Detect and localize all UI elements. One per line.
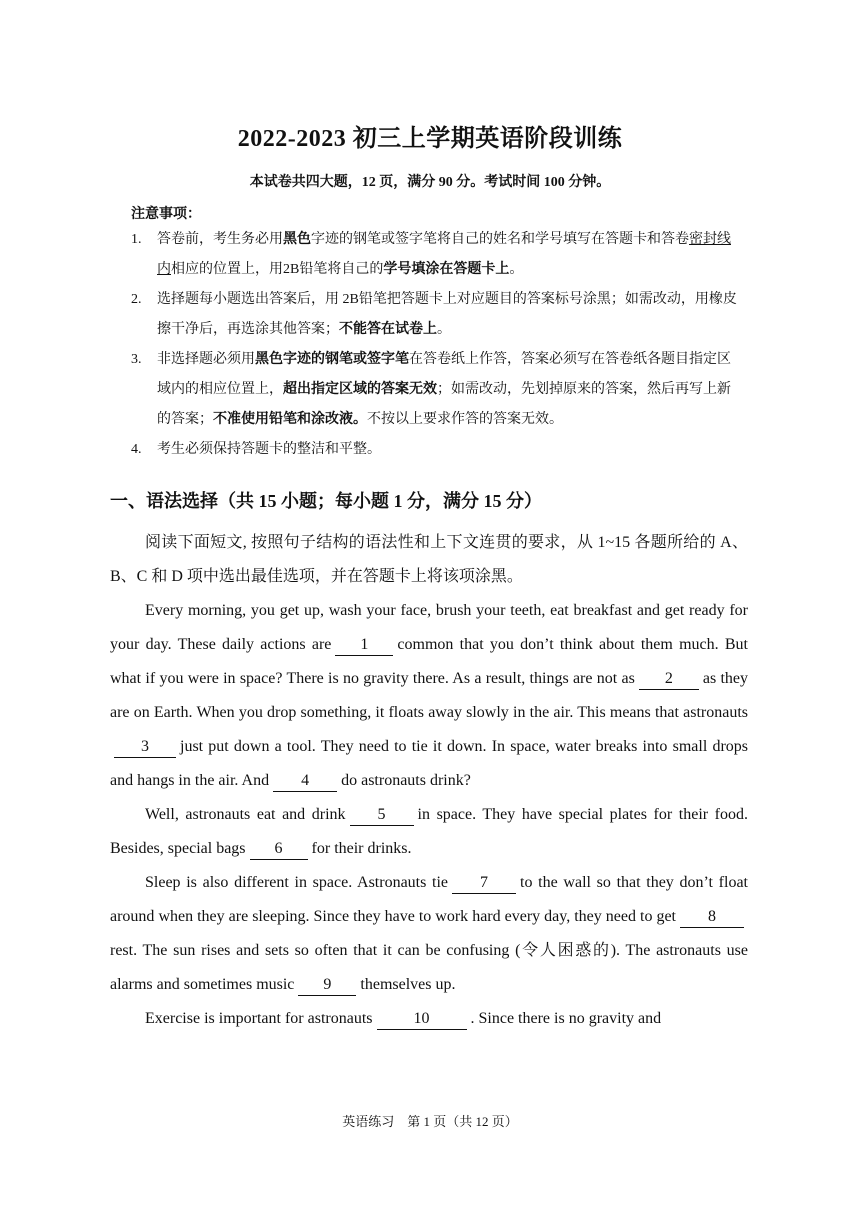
note-emphasis: 超出指定区域的答案无效 xyxy=(283,382,437,397)
note-text: 非选择题必须用 xyxy=(157,352,255,367)
passage-paragraph xyxy=(110,594,748,798)
note-text: 字迹的钢笔或签字笔将自己的姓名和学号填写在答题卡和答卷 xyxy=(311,232,689,247)
note-number: 2. xyxy=(131,292,142,307)
answer-blank: 5 xyxy=(350,805,414,826)
passage-paragraph xyxy=(110,798,748,866)
note-number: 1. xyxy=(131,232,142,247)
answer-blank: 10 xyxy=(377,1009,467,1030)
passage-text: themselves up. xyxy=(360,976,456,993)
passage-text: . Since there is no gravity and xyxy=(470,1010,662,1027)
instructions: 阅读下面短文, 按照句子结构的语法性和上下文连贯的要求，从 1~15 各题所给的 A、B、C 和 D 项中选出最佳选项，并在答题卡上将该项涂黑。 xyxy=(110,534,748,585)
passage-text: Every morning, you get up, wash your face, brush your teeth, eat breakfast and get ready for your day. These daily actions are xyxy=(110,602,748,653)
passage-text: common that you don’t think about them much. But what if you were in space? There is no gravity there. As a result, things are not as xyxy=(110,636,749,687)
answer-blank: 7 xyxy=(452,873,516,894)
note-item xyxy=(131,285,741,345)
note-item xyxy=(131,225,741,285)
passage-text: in space. They have special plates for their food. Besides, special bags xyxy=(110,806,749,857)
notes-list xyxy=(131,225,741,465)
notes-heading: 注意事项： xyxy=(131,207,201,222)
passage-text: rest. The sun rises and sets so often that it can be confusing (令人困惑的). The astronauts use alarms and sometimes music xyxy=(110,942,748,993)
exam-subtitle: 本试卷共四大题，12 页，满分 90 分。考试时间 100 分钟。 xyxy=(249,175,611,190)
note-number: 3. xyxy=(131,352,142,367)
answer-blank: 9 xyxy=(298,975,356,996)
note-text: 。 xyxy=(509,262,524,277)
passage-text: do astronauts drink? xyxy=(341,772,471,789)
note-emphasis: 不能答在试卷上 xyxy=(339,322,437,337)
passage-text: Sleep is also different in space. Astronauts tie xyxy=(145,874,449,891)
note-text: 不按以上要求作答的答案无效。 xyxy=(367,412,563,427)
exam-title: 2022-2023 初三上学期英语阶段训练 xyxy=(237,126,623,152)
note-underline: 密封线内 xyxy=(157,232,731,277)
passage-text: as they are on Earth. When you drop something, it floats away slowly in the air. This means that astronauts xyxy=(110,670,749,721)
passage-paragraph xyxy=(110,1002,748,1036)
note-number: 4. xyxy=(131,442,142,457)
passage-text: for their drinks. xyxy=(311,840,412,857)
note-emphasis: 不准使用铅笔和涂改液。 xyxy=(213,412,367,427)
answer-blank: 6 xyxy=(250,839,308,860)
note-item xyxy=(131,345,741,435)
note-text: 相应的位置上，用2B铅笔将自己的 xyxy=(171,262,384,277)
note-emphasis: 学号填涂在答题卡上 xyxy=(383,262,510,277)
note-emphasis: 黑色 xyxy=(283,232,311,247)
section-title: 一、语法选择（共 15 小题；每小题 1 分，满分 15 分） xyxy=(110,491,542,511)
passage-body xyxy=(110,526,748,1036)
note-text: ；如需改动，先划掉原来的答案，然后再写上新的答案； xyxy=(157,382,731,427)
note-emphasis: 黑色字迹的钢笔或签字笔 xyxy=(255,352,409,367)
note-text: 选择题每小题选出答案后，用 2B铅笔把答题卡上对应题目的答案标号涂黑；如需改动，用橡皮擦干净后，再选涂其他答案； xyxy=(157,292,737,337)
answer-blank: 2 xyxy=(639,669,699,690)
passage-text: Well, astronauts eat and drink xyxy=(145,806,346,823)
note-text: 考生必须保持答题卡的整洁和平整。 xyxy=(157,442,381,457)
answer-blank: 3 xyxy=(114,737,176,758)
passage-text: Exercise is important for astronauts xyxy=(145,1010,373,1027)
note-text: 。 xyxy=(437,322,451,337)
answer-blank: 1 xyxy=(335,635,393,656)
answer-blank: 4 xyxy=(273,771,337,792)
answer-blank: 8 xyxy=(680,907,744,928)
note-item xyxy=(131,435,741,465)
page-footer: 英语练习 第 1 页（共 12 页） xyxy=(342,1114,518,1129)
passage-paragraph xyxy=(110,866,748,1002)
note-text: 在答卷纸上作答，答案必须写在答卷纸各题目指定区域内的相应位置上， xyxy=(157,352,731,397)
passage-text: to the wall so that they don’t float around when they are sleeping. Since they have to work hard every day, they need to get xyxy=(110,874,749,925)
passage-text: just put down a tool. They need to tie it down. In space, water breaks into small drops and hangs in the air. And xyxy=(110,738,748,789)
note-text: 答卷前，考生务必用 xyxy=(157,232,283,247)
